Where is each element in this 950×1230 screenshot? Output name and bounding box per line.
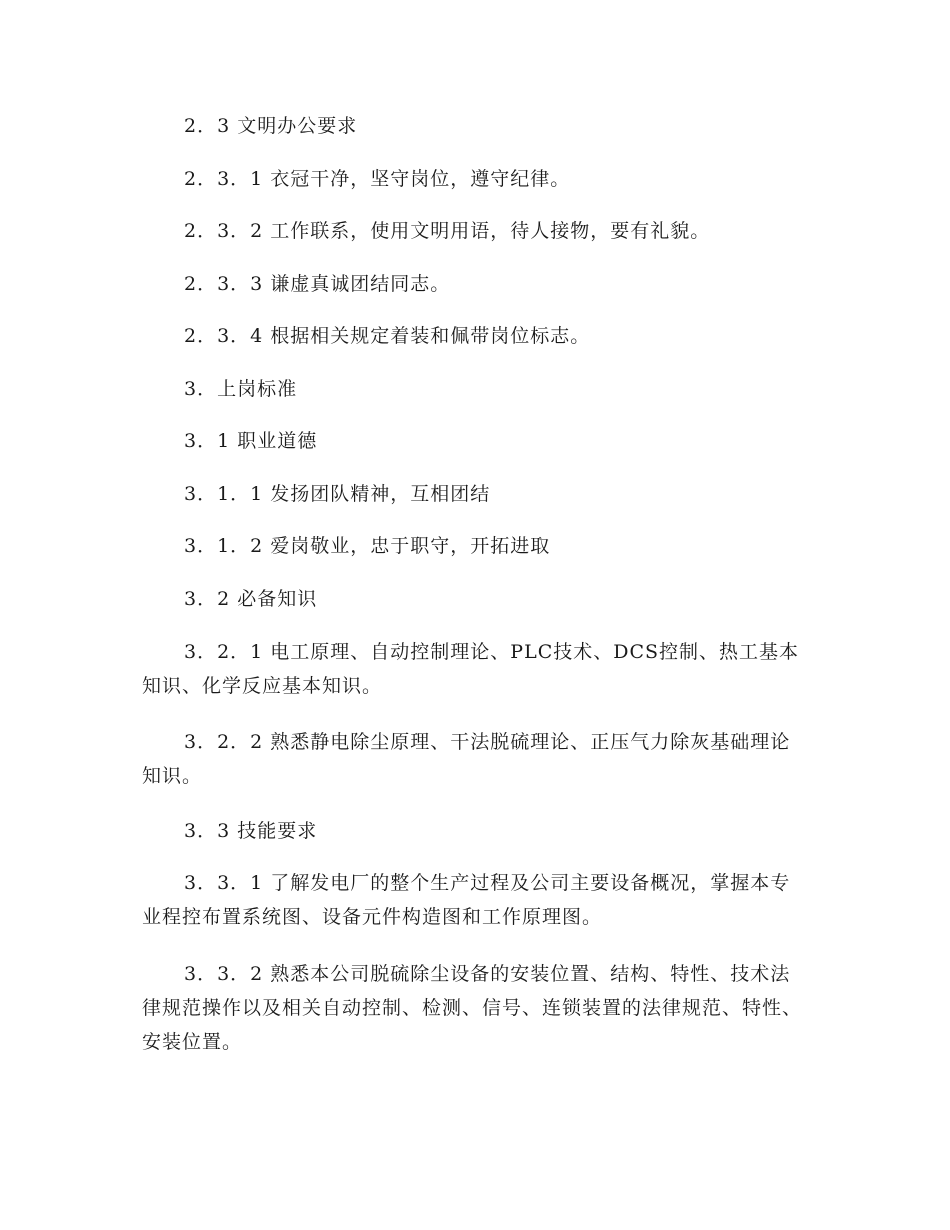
paragraph-3-2-2: 3．2．2 熟悉静电除尘原理、干法脱硫理论、正压气力除灰基础理论知识。 [142, 731, 791, 787]
section-heading-2-3: 2．3 文明办公要求 [184, 115, 358, 137]
section-heading-3-3: 3．3 技能要求 [184, 820, 318, 842]
paragraph-2-3-4: 2．3．4 根据相关规定着装和佩带岗位标志。 [184, 325, 591, 347]
section-heading-3: 3．上岗标准 [184, 378, 298, 400]
paragraph-2-3-1: 2．3．1 衣冠干净，坚守岗位，遵守纪律。 [184, 168, 571, 190]
paragraph-3-3-2: 3．3．2 熟悉本公司脱硫除尘设备的安装位置、结构、特性、技术法律规范操作以及相关自动控制、检测、信号、连锁装置的法律规范、特性、安装位置。 [142, 963, 803, 1053]
paragraph-2-3-2: 2．3．2 工作联系，使用文明用语，待人接物，要有礼貌。 [184, 220, 711, 242]
section-heading-3-2: 3．2 必备知识 [184, 588, 318, 610]
paragraph-3-3-1: 3．3．1 了解发电厂的整个生产过程及公司主要设备概况，掌握本专业程控布置系统图、设备元件构造图和工作原理图。 [142, 872, 791, 928]
section-heading-3-1: 3．1 职业道德 [184, 430, 318, 452]
paragraph-3-1-2: 3．1．2 爱岗敬业，忠于职守，开拓进取 [184, 535, 551, 557]
paragraph-3-1-1: 3．1．1 发扬团队精神，互相团结 [184, 483, 491, 505]
paragraph-3-2-1: 3．2．1 电工原理、自动控制理论、PLC技术、DCS控制、热工基本知识、化学反应基本知识。 [142, 641, 800, 697]
paragraph-2-3-3: 2．3．3 谦虚真诚团结同志。 [184, 273, 451, 295]
